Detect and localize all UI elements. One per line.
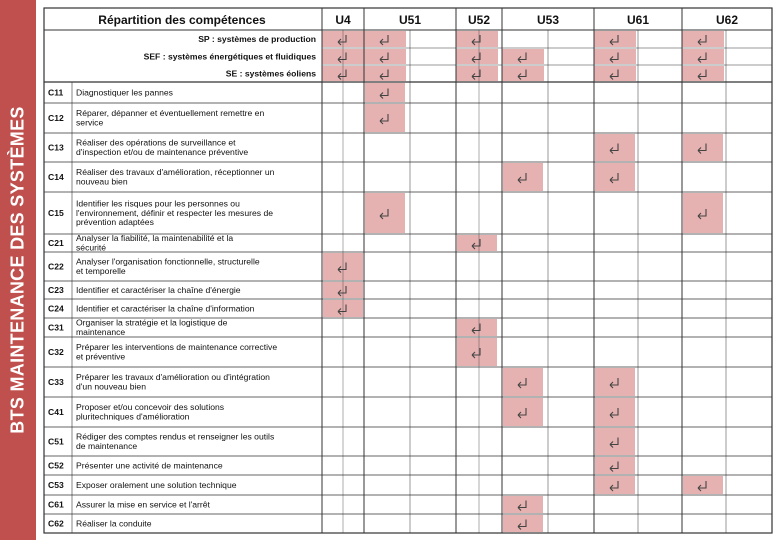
- competence-label: Exposer oralement une solution technique: [76, 479, 237, 490]
- competence-label: service: [76, 117, 104, 128]
- competence-mark-cell: [503, 515, 543, 532]
- competence-label: d'un nouveau bien: [76, 381, 146, 392]
- competence-label: Identifier et caractériser la chaîne d'information: [76, 303, 255, 314]
- unit-header-u51: U51: [398, 13, 422, 27]
- competence-label: Préparer les interventions de maintenance corrective: [76, 342, 278, 353]
- unit-header-u62: U62: [715, 13, 739, 27]
- competence-code: C41: [48, 407, 64, 417]
- competence-code: C13: [48, 142, 64, 153]
- competence-code: C15: [48, 208, 64, 218]
- option-label: SEF : systèmes énergétiques et fluidiques: [143, 51, 316, 62]
- competence-label: Diagnostiquer les pannes: [76, 87, 173, 98]
- unit-header-u4: U4: [335, 13, 351, 27]
- competence-label: nouveau bien: [76, 176, 128, 187]
- competence-label: Réparer, dépanner et éventuellement remettre en: [76, 108, 265, 119]
- competence-label: maintenance: [76, 327, 126, 337]
- competence-mark-cell: [595, 457, 635, 474]
- competence-label: Analyser la fiabilité, la maintenabilité et la: [76, 233, 234, 244]
- competence-mark-cell: [595, 428, 635, 455]
- competence-code: C12: [48, 113, 64, 123]
- competence-mark-cell: [595, 476, 635, 494]
- option-mark-cell: [364, 31, 406, 47]
- competence-label: Proposer et/ou concevoir des solutions: [76, 402, 225, 413]
- competence-mark-cell: [365, 104, 405, 132]
- competence-label: Organiser la stratégie et la logistique de: [76, 317, 228, 328]
- option-mark-cell: [456, 66, 498, 81]
- competence-label: l'environnement, définir et respecter les mesures de: [76, 207, 274, 218]
- competence-mark-cell: [595, 163, 635, 191]
- competence-mark-cell: [683, 134, 723, 161]
- competence-label: de maintenance: [76, 441, 138, 451]
- competence-code: C23: [48, 285, 64, 295]
- competence-label: pluritechniques d'amélioration: [76, 411, 190, 422]
- competence-code: C53: [48, 480, 64, 490]
- competence-mark-cell: [595, 398, 635, 426]
- competence-label: et temporelle: [76, 266, 126, 276]
- competence-label: Assurer la mise en service et l'arrêt: [76, 499, 210, 510]
- competence-label: Présenter une activité de maintenance: [76, 460, 223, 471]
- unit-header-u52: U52: [467, 13, 491, 27]
- option-mark-cell: [682, 31, 724, 47]
- competence-label: Identifier et caractériser la chaîne d'énergie: [76, 284, 241, 295]
- competence-label: prévention adaptées: [76, 217, 154, 228]
- option-mark-cell: [364, 49, 406, 64]
- competence-mark-cell: [365, 193, 405, 233]
- option-mark-cell: [594, 31, 636, 47]
- competence-label: Identifier les risques pour les personnes ou: [76, 198, 240, 209]
- competence-mark-cell: [503, 163, 543, 191]
- competence-code: C61: [48, 499, 64, 510]
- competence-mark-cell: [503, 496, 543, 513]
- competence-code: C21: [48, 238, 64, 248]
- competence-mark-cell: [595, 134, 635, 161]
- competence-mark-cell: [683, 476, 723, 494]
- competence-label: sécurité: [76, 242, 107, 253]
- competence-mark-cell: [683, 193, 723, 233]
- competence-code: C52: [48, 460, 64, 471]
- competence-code: C11: [48, 87, 64, 98]
- competence-mark-cell: [457, 338, 497, 366]
- competence-label: Analyser l'organisation fonctionnelle, structurelle: [76, 256, 260, 267]
- option-mark-cell: [682, 66, 724, 81]
- option-mark-cell: [456, 49, 498, 64]
- competence-mark-cell: [503, 368, 543, 396]
- option-mark-cell: [456, 31, 498, 47]
- competence-label: Réaliser des travaux d'amélioration, réceptionner un: [76, 167, 275, 178]
- competence-mark-cell: [457, 235, 497, 251]
- option-label: SE : systèmes éoliens: [225, 68, 316, 79]
- competence-label: d'inspection et/ou de maintenance préventive: [76, 147, 249, 157]
- competence-mark-cell: [457, 319, 497, 336]
- competence-label: Réaliser des opérations de surveillance et: [76, 137, 236, 148]
- competence-label: et préventive: [76, 351, 126, 362]
- competence-code: C32: [48, 347, 64, 357]
- competence-code: C14: [48, 172, 64, 182]
- table-title: Répartition des compétences: [98, 13, 266, 27]
- competence-code: C31: [48, 322, 64, 333]
- competence-code: C62: [48, 518, 64, 529]
- competence-code: C22: [48, 261, 64, 272]
- competence-code: C33: [48, 377, 64, 387]
- option-mark-cell: [502, 66, 544, 81]
- competence-code: C24: [48, 303, 64, 314]
- unit-header-u53: U53: [536, 13, 560, 27]
- competence-label: Réaliser la conduite: [76, 518, 152, 529]
- option-mark-cell: [594, 49, 636, 64]
- competence-label: Préparer les travaux d'amélioration ou d'intégration: [76, 372, 270, 383]
- sidebar-title: BTS MAINTENANCE DES SYSTÈMES: [7, 106, 28, 434]
- option-mark-cell: [594, 66, 636, 81]
- unit-header-u61: U61: [626, 13, 650, 27]
- competence-label: Rédiger des comptes rendus et renseigner les outils: [76, 431, 275, 442]
- competence-mark-cell: [503, 398, 543, 426]
- competence-code: C51: [48, 436, 64, 447]
- competence-mark-cell: [595, 368, 635, 396]
- option-label: SP : systèmes de production: [198, 34, 316, 44]
- option-mark-cell: [364, 66, 406, 81]
- competence-mark-cell: [365, 83, 405, 102]
- option-mark-cell: [502, 49, 544, 64]
- option-mark-cell: [682, 49, 724, 64]
